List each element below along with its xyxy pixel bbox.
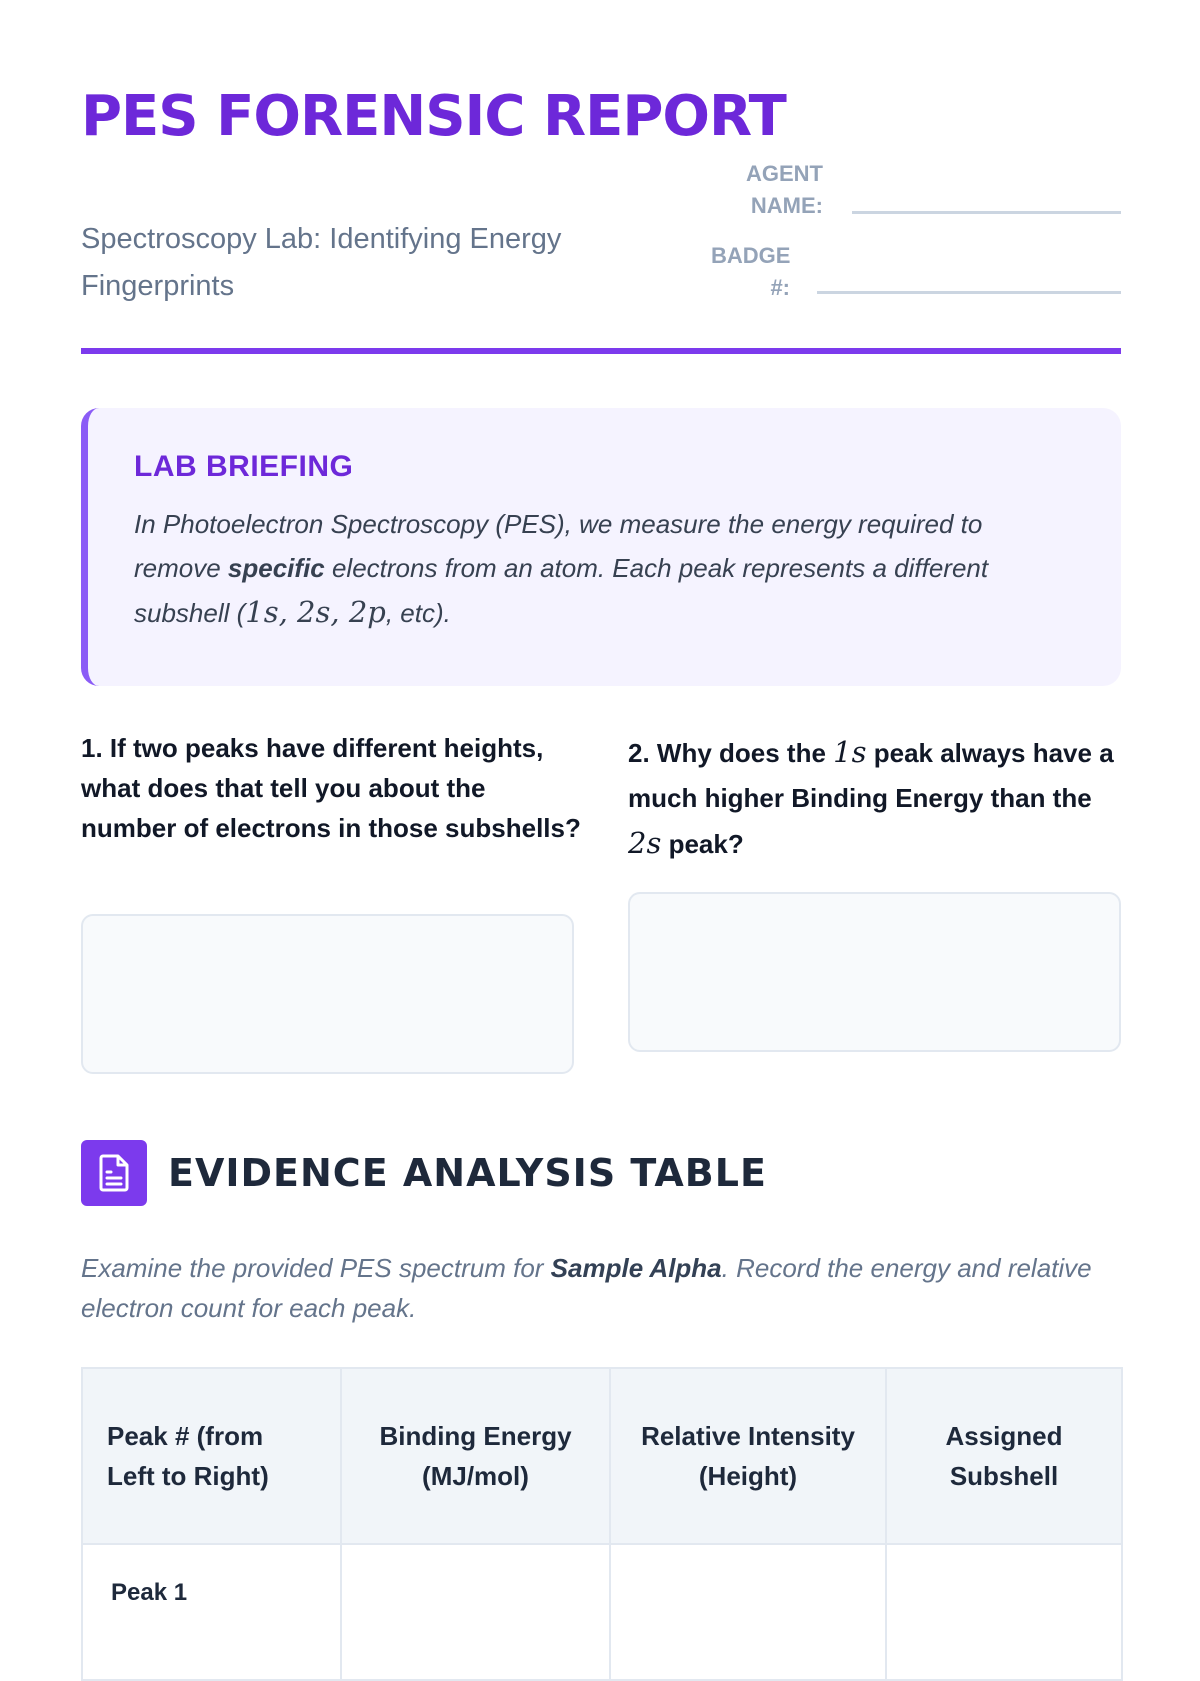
briefing-math: 1s, 2s, 2p (245, 595, 386, 629)
page-title: PES FORENSIC REPORT (81, 84, 786, 149)
question-2-math: 1s (833, 735, 867, 769)
question-2-part: 2. Why does the (628, 738, 834, 768)
evidence-table (81, 1367, 1123, 1681)
badge-field[interactable] (817, 291, 1121, 294)
worksheet-page (81, 0, 1121, 1606)
instructions-part: Examine the provided PES spectrum for (81, 1253, 551, 1283)
intensity-cell[interactable] (610, 1544, 886, 1680)
answer-box-1[interactable] (81, 914, 574, 1074)
subshell-cell[interactable] (886, 1544, 1122, 1680)
agent-name-field[interactable] (852, 211, 1121, 214)
page-subtitle: Spectroscopy Lab: Identifying Energy Fingerprints (81, 223, 562, 302)
table-header-row (82, 1368, 1122, 1544)
column-header-energy: Binding Energy (MJ/mol) (341, 1368, 610, 1544)
briefing-text-part: In Photoelectron Spectroscopy (PES), we measure the energy required to remove (134, 509, 983, 583)
briefing-text (134, 502, 1075, 635)
table-instructions (81, 1248, 1121, 1328)
report-header (81, 0, 1121, 356)
answer-box-2[interactable] (628, 892, 1121, 1052)
briefing-text-part: electrons from an atom. Each peak represents a different subshell ( (134, 553, 989, 628)
section-title: EVIDENCE ANALYSIS TABLE (168, 1151, 767, 1195)
briefing-emphasis: specific (227, 553, 325, 583)
question-2-math: 2s (628, 826, 662, 860)
lab-briefing (81, 408, 1121, 686)
badge-label: BADGE #: (711, 243, 791, 300)
sample-name: Sample Alpha (550, 1253, 722, 1283)
question-2-part: peak? (661, 829, 744, 859)
table-row (82, 1544, 1122, 1680)
document-icon (81, 1140, 147, 1206)
column-header-subshell: Assigned Subshell (886, 1368, 1122, 1544)
question-2-part: peak always have a much higher Binding Energy than the (628, 738, 1114, 813)
agent-name-label: AGENT NAME: (746, 161, 823, 218)
header-divider (81, 348, 1121, 354)
question-1: 1. If two peaks have different heights, what does that tell you about the number of electrons in those subshells? (81, 733, 581, 843)
energy-cell[interactable] (341, 1544, 610, 1680)
peak-cell: Peak 1 (82, 1544, 341, 1680)
column-header-intensity: Relative Intensity (Height) (610, 1368, 886, 1544)
briefing-text-part: , etc). (385, 598, 451, 628)
instructions-part: . Record the energy and relative electron count for each peak. (81, 1253, 1092, 1323)
briefing-title: LAB BRIEFING (134, 450, 354, 483)
column-header-peak: Peak # (from Left to Right) (82, 1368, 341, 1544)
question-2 (628, 730, 1121, 867)
